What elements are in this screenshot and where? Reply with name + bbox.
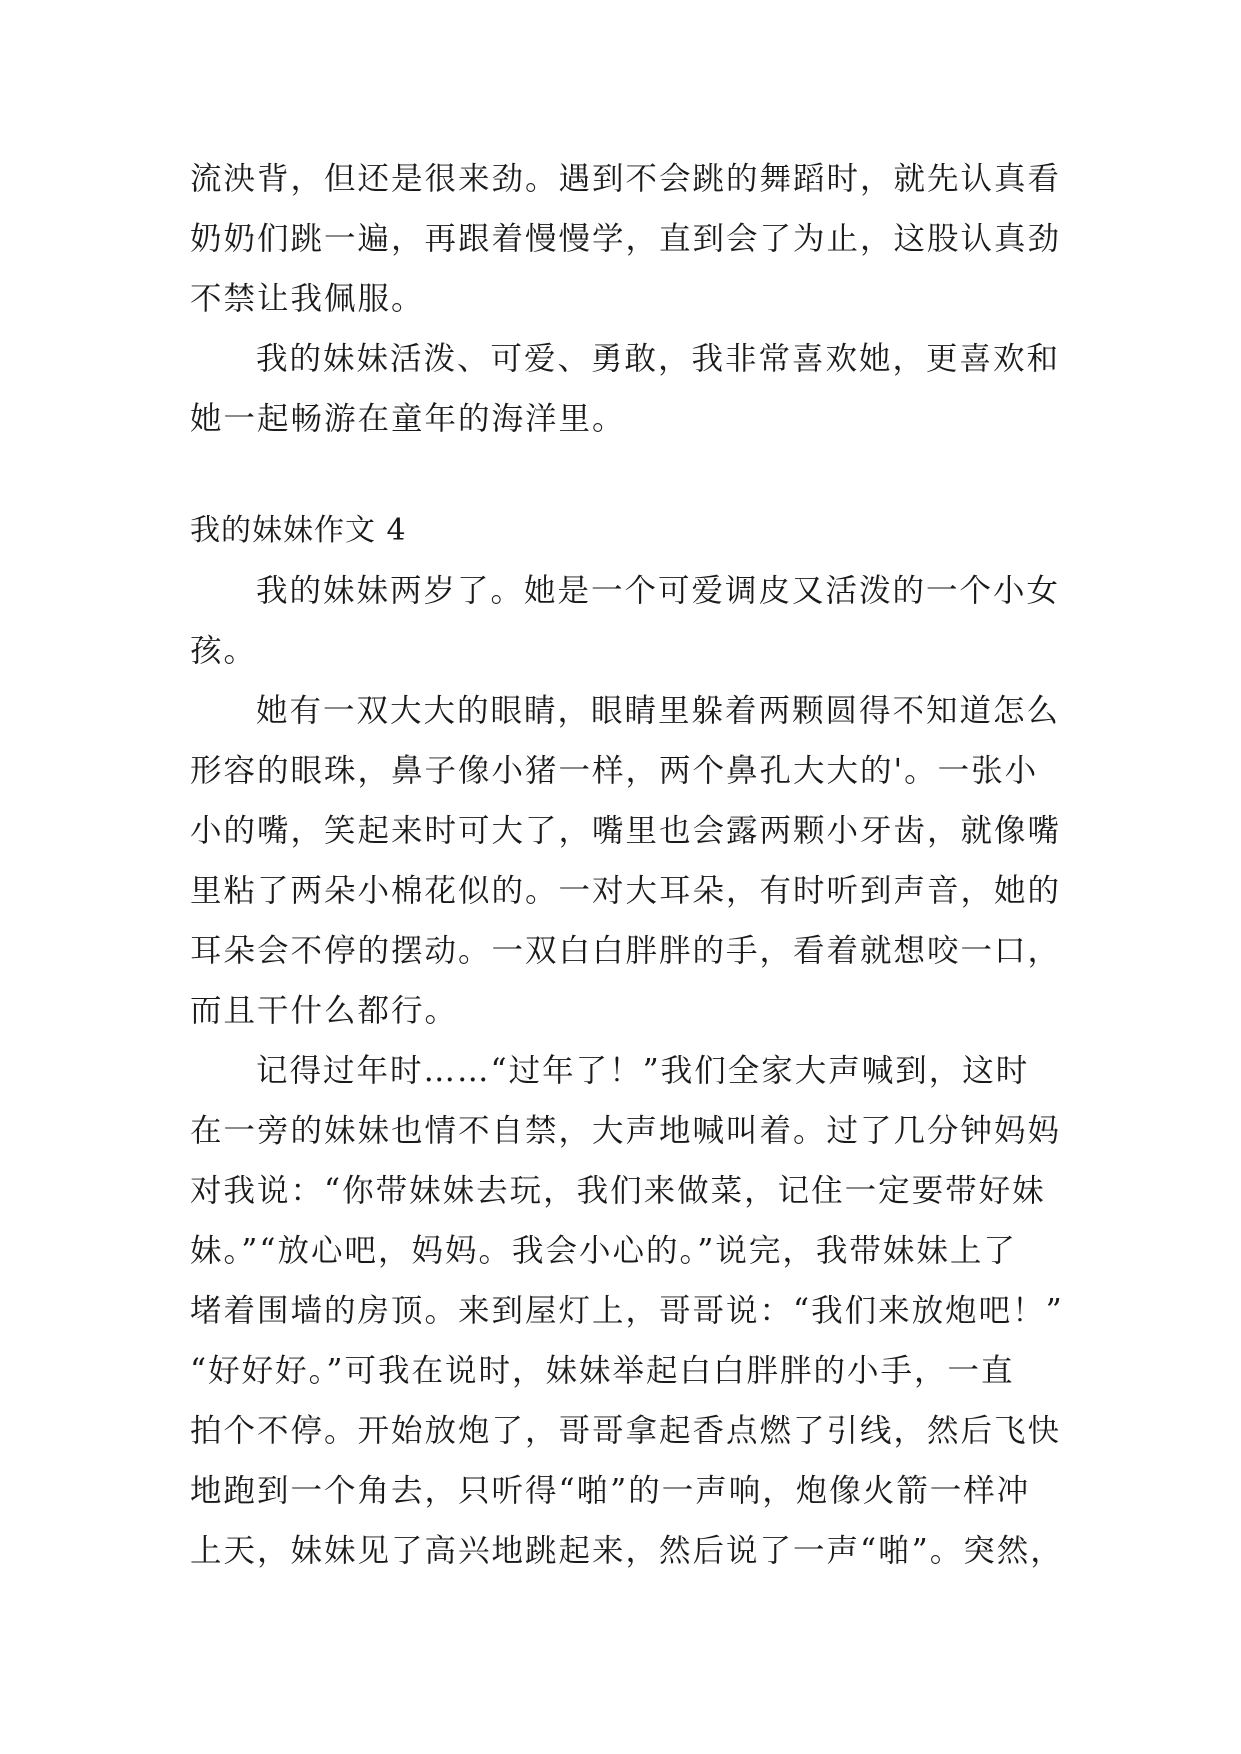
paragraph-line: 堵着围墙的房顶。来到屋灯上，哥哥说：“我们来放炮吧！” (190, 1293, 1064, 1329)
paragraph-line: 她有一双大大的眼睛，眼睛里躲着两颗圆得不知道怎么 (256, 693, 1061, 729)
paragraph-line: 耳朵会不停的摆动。一双白白胖胖的手，看着就想咬一口， (190, 933, 1062, 969)
essay-3-ending (190, 149, 1062, 449)
paragraph-line: 妹。”“放心吧，妈妈。我会小心的。”说完，我带妹妹上了 (190, 1233, 1017, 1269)
paragraph-line: 我的妹妹两岁了。她是一个可爱调皮又活泼的一个小女 (256, 573, 1061, 609)
essay-4-heading-block (190, 501, 1062, 561)
paragraph-line: 奶奶们跳一遍，再跟着慢慢学，直到会了为止，这股认真劲 (190, 221, 1062, 257)
paragraph-line: 在一旁的妹妹也情不自禁，大声地喊叫着。过了几分钟妈妈 (190, 1113, 1062, 1149)
essay-4-body (190, 561, 1062, 1581)
paragraph-line: “好好好。”可我在说时，妹妹举起白白胖胖的小手，一直 (190, 1353, 1015, 1389)
paragraph-line: 地跑到一个角去，只听得“啪”的一声响，炮像火箭一样冲 (190, 1473, 1031, 1509)
paragraph-line: 流泱背，但还是很来劲。遇到不会跳的舞蹈时，就先认真看 (190, 161, 1062, 197)
paragraph-line: 我的妹妹活泼、可爱、勇敢，我非常喜欢她，更喜欢和 (256, 341, 1061, 377)
paragraph-line: 小的嘴，笑起来时可大了，嘴里也会露两颗小牙齿，就像嘴 (190, 813, 1062, 849)
paragraph-line: 记得过年时……“过年了！”我们全家大声喊到，这时 (256, 1053, 1030, 1089)
paragraph-line: 里粘了两朵小棉花似的。一对大耳朵，有时听到声音，她的 (190, 873, 1062, 909)
section-heading: 我的妹妹作文 4 (190, 513, 407, 548)
paragraph-line: 上天，妹妹见了高兴地跳起来，然后说了一声“啪”。突然， (190, 1533, 1064, 1569)
paragraph-line: 形容的眼珠，鼻子像小猪一样，两个鼻孔大大的'。一张小 (190, 753, 1039, 789)
paragraph-line: 不禁让我佩服。 (190, 281, 425, 317)
paragraph-line: 而且干什么都行。 (190, 993, 459, 1029)
paragraph-line: 对我说：“你带妹妹去玩，我们来做菜，记住一定要带好妹 (190, 1173, 1046, 1209)
paragraph-line: 孩。 (190, 633, 258, 669)
paragraph-line: 拍个不停。开始放炮了，哥哥拿起香点燃了引线，然后飞快 (190, 1413, 1062, 1449)
paragraph-line: 她一起畅游在童年的海洋里。 (190, 401, 626, 437)
